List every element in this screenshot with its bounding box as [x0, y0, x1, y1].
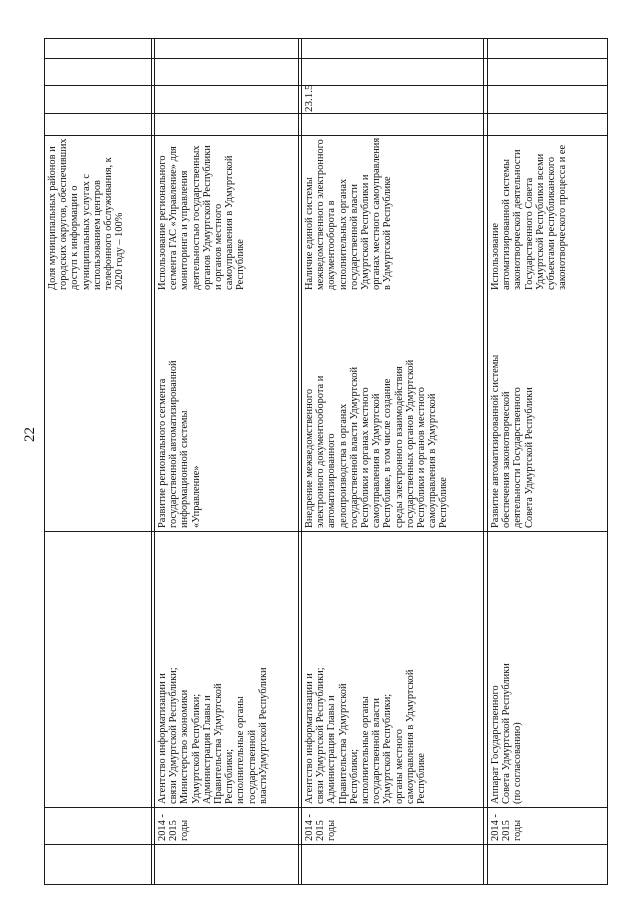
- row3-indicator: Наличие единой системы межведомственного электронного документооборота в исполнительных органах государственной власти Удмуртской Республики и органах местного самоуправления в Удмуртской Республике: [304, 137, 394, 290]
- row3-name: Внедрение межведомственного электронного документооборота и автоматизированного делопроизводства в органах государственной власти Удмуртской Республики и органах местного самоуправления в Удмуртской Республике, в том числе создание среды электронного взаимодействия государственных органов Удмуртской Республики и органов местного самоуправления в Удмуртской Республике: [304, 359, 450, 528]
- row3-years: 2014 - 2015 годы: [304, 814, 338, 841]
- row-divider: [483, 38, 484, 885]
- table-border-right: [607, 38, 608, 885]
- col-divider: [44, 844, 608, 845]
- row-divider: [487, 38, 488, 885]
- row-divider: [298, 38, 299, 885]
- row4-name: Развитие автоматизированной системы обеспечения законотворческой деятельности Государственного Совета Удмуртской Республики: [490, 354, 535, 528]
- row1-indicator: Доля муниципальных районов и городских округов, обеспечивших доступ к информации о муниципальных услугах с использованием центров телефонного обслуживания, к 2020 году – 100%: [47, 138, 126, 290]
- col-divider: [44, 531, 608, 532]
- col-divider: [44, 807, 608, 808]
- row-divider: [154, 38, 155, 885]
- program-table: [44, 38, 608, 885]
- table-border-bottom: [44, 884, 608, 885]
- col-divider: [44, 58, 608, 59]
- row-divider: [301, 38, 302, 885]
- row3-executor: Агентство информатизации и связи Удмуртской Республики; Администрация Главы и Правительства Удмуртской Республики; исполнительные органы государственной власти Удмуртской Республики; органы местного самоуправления в Удмуртской Республике: [304, 667, 428, 804]
- row4-executor: Аппарат Государственного Совета Удмуртской Республики (по согласованию): [490, 663, 524, 804]
- row2-years: 2014 - 2015 годы: [157, 814, 191, 841]
- table-border-left: [44, 38, 45, 885]
- table-border-top: [44, 38, 608, 39]
- row3-number: 23.1.5: [303, 84, 315, 112]
- row4-years: 2014 - 2015 годы: [490, 814, 524, 841]
- col-divider: [44, 85, 608, 86]
- row2-executor: Агентство информатизации и связи Удмуртской Республики; Министерство экономики Удмуртской Республики; Администрация Главы и Правительства Удмуртской Республики; исполнительные органы государственной властиУдмуртской Республики: [157, 667, 269, 804]
- row2-indicator: Использование регионального сегмента ГАС «Управление» для мониторинга и управления деятельностью государственных органов Удмуртской Республики и органов местного самоуправления в Удмуртской Республике: [157, 145, 247, 290]
- row2-name: Развитие регионального сегмента государственной автоматизированной информационной системы «Управление»: [157, 360, 202, 528]
- col-divider: [44, 135, 608, 136]
- row-divider: [151, 38, 152, 885]
- page-number: 22: [22, 427, 38, 442]
- row4-indicator: Использование автоматизированной системы законотворческой деятельности Государственного Совета Удмуртской Республики всеми субъектами республиканского законотворческого процесса и ее: [490, 144, 569, 290]
- col-divider: [44, 113, 608, 114]
